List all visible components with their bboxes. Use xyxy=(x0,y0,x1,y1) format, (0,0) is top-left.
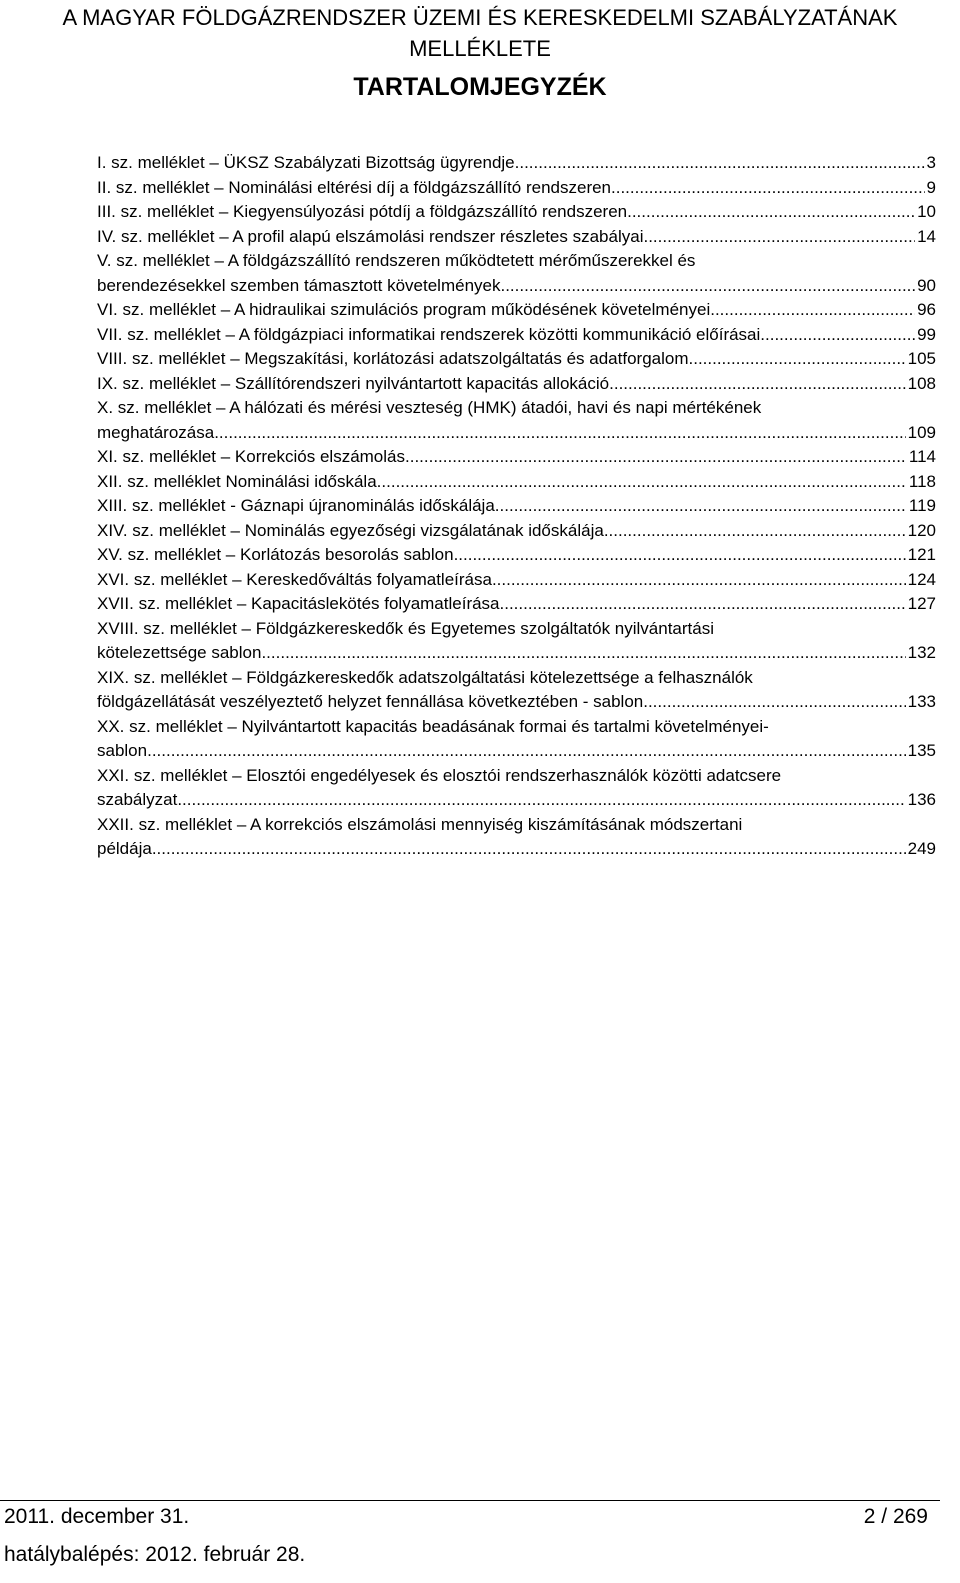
toc-entry[interactable] xyxy=(97,151,936,176)
toc-page-number: 96 xyxy=(917,300,936,319)
toc-entry-title: XIV. sz. melléklet – Nominálás egyezőségi vizsgálatának időskálája xyxy=(97,520,604,540)
toc-dot-leader xyxy=(214,421,905,446)
toc-entry-title: III. sz. melléklet – Kiegyensúlyozási pótdíj a földgázszállító rendszeren xyxy=(97,202,628,221)
toc-entry-title: kötelezettsége sablon xyxy=(97,643,262,662)
toc-entry-line xyxy=(97,151,936,176)
toc-entry-line xyxy=(97,445,936,470)
toc-entry-title-line: XXI. sz. melléklet – Elosztói engedélyesek és elosztói rendszerhasználók közötti adatcsere xyxy=(97,765,782,785)
toc-entry[interactable] xyxy=(97,323,936,348)
toc-entry-line xyxy=(97,641,936,666)
toc-entry-line xyxy=(97,298,936,323)
toc-page-number: 105 xyxy=(907,349,936,368)
toc-page-number: 121 xyxy=(907,545,936,564)
toc-dot-leader xyxy=(710,298,915,323)
toc-entry-line xyxy=(97,739,936,764)
toc-entry-title: XI. sz. melléklet – Korrekciós elszámolás xyxy=(97,447,405,466)
toc-page-number: 132 xyxy=(907,643,936,662)
table-of-contents xyxy=(97,151,936,862)
toc-dot-leader xyxy=(405,445,907,470)
toc-entry-title-line: V. sz. melléklet – A földgázszállító rendszeren működtetett mérőműszerekkel és xyxy=(97,251,696,270)
toc-entry-title: VI. sz. melléklet – A hidraulikai szimulációs program működésének követelményei xyxy=(97,300,711,319)
toc-dot-leader xyxy=(609,372,906,397)
toc-entry-title: II. sz. melléklet – Nominálási eltérési díj a földgázszállító rendszeren xyxy=(97,177,612,197)
toc-entry-line xyxy=(97,494,936,519)
toc-entry-line xyxy=(97,347,936,372)
toc-entry[interactable] xyxy=(97,617,936,666)
toc-entry-title: XVI. sz. melléklet – Kereskedőváltás folyamatleírása xyxy=(97,569,492,589)
toc-dot-leader xyxy=(611,176,925,201)
toc-entry-line xyxy=(97,274,936,299)
toc-entry-line xyxy=(97,176,936,201)
toc-dot-leader xyxy=(500,592,906,617)
footer-effective-date: hatálybalépés: 2012. február 28. xyxy=(4,1543,306,1566)
toc-dot-leader xyxy=(627,200,915,225)
toc-entry[interactable] xyxy=(97,519,936,544)
toc-page-number: 90 xyxy=(917,275,936,295)
toc-entry[interactable] xyxy=(97,225,936,250)
toc-entry[interactable] xyxy=(97,176,936,201)
toc-entry-title: szabályzat xyxy=(97,790,178,809)
toc-dot-leader xyxy=(492,568,906,593)
toc-entry-line xyxy=(97,592,936,617)
toc-entry-line xyxy=(97,323,936,348)
toc-entry-line xyxy=(97,543,936,568)
toc-entry-line xyxy=(97,568,936,593)
footer-date: 2011. december 31. xyxy=(4,1505,190,1528)
toc-entry[interactable] xyxy=(97,470,936,495)
toc-entry[interactable] xyxy=(97,813,936,862)
toc-entry-line xyxy=(97,372,936,397)
toc-entry[interactable] xyxy=(97,372,936,397)
toc-dot-leader xyxy=(261,641,905,666)
toc-dot-leader xyxy=(515,151,925,176)
toc-page-number: 114 xyxy=(908,447,936,466)
toc-dot-leader xyxy=(500,274,915,299)
toc-page-number: 120 xyxy=(907,520,936,540)
toc-entry[interactable] xyxy=(97,715,936,764)
toc-dot-leader xyxy=(643,225,915,250)
toc-entry-title: XV. sz. melléklet – Korlátozás besorolás sablon xyxy=(97,545,454,564)
toc-dot-leader xyxy=(147,739,906,764)
toc-entry[interactable] xyxy=(97,764,936,813)
toc-entry-title: példája xyxy=(97,839,152,858)
toc-entry-title: VIII. sz. melléklet – Megszakítási, korlátozási adatszolgáltatás és adatforgalom xyxy=(97,349,689,368)
toc-entry[interactable] xyxy=(97,568,936,593)
toc-page-number: 124 xyxy=(907,569,936,589)
toc-page-number: 135 xyxy=(907,741,936,760)
toc-entry-line xyxy=(97,225,936,250)
toc-dot-leader xyxy=(377,470,907,495)
document-header xyxy=(0,2,960,64)
toc-entry-title: XIII. sz. melléklet - Gáznapi újranominálás időskálája xyxy=(97,496,495,515)
toc-entry-line xyxy=(97,690,936,715)
toc-dot-leader xyxy=(177,788,905,813)
toc-page-number: 3 xyxy=(926,153,936,172)
toc-entry[interactable] xyxy=(97,445,936,470)
header-line-2: MELLÉKLETE xyxy=(409,36,551,61)
toc-page-number: 136 xyxy=(907,790,936,809)
toc-page-number: 9 xyxy=(926,177,936,197)
toc-entry-title: meghatározása xyxy=(97,422,215,442)
toc-entry[interactable] xyxy=(97,666,936,715)
toc-entry[interactable] xyxy=(97,298,936,323)
toc-entry[interactable] xyxy=(97,494,936,519)
toc-page-number: 10 xyxy=(917,202,936,221)
toc-page-number: 119 xyxy=(908,496,936,515)
toc-dot-leader xyxy=(495,494,907,519)
toc-dot-leader xyxy=(152,837,906,862)
toc-entry-title-line: X. sz. melléklet – A hálózati és mérési veszteség (HMK) átadói, havi és napi mértékének xyxy=(97,398,762,417)
toc-entry-line xyxy=(97,421,936,446)
toc-entry-title: földgázellátását veszélyeztető helyzet fennállása következtében - sablon xyxy=(97,692,644,711)
toc-entry-title-line: XX. sz. melléklet – Nyilvántartott kapacitás beadásának formai és tartalmi követelményei- xyxy=(97,716,769,736)
toc-entry[interactable] xyxy=(97,396,936,445)
toc-page-number: 118 xyxy=(908,471,936,491)
toc-page-number: 108 xyxy=(907,373,936,393)
toc-page-number: 127 xyxy=(907,594,936,613)
toc-entry[interactable] xyxy=(97,347,936,372)
toc-entry-line xyxy=(97,470,936,495)
toc-dot-leader xyxy=(454,543,906,568)
toc-entry[interactable] xyxy=(97,200,936,225)
footer-divider xyxy=(0,1500,940,1501)
toc-entry[interactable] xyxy=(97,249,936,298)
toc-entry-line xyxy=(97,519,936,544)
toc-entry-title: IX. sz. melléklet – Szállítórendszeri nyilvántartott kapacitás allokáció xyxy=(97,373,610,393)
toc-entry-line xyxy=(97,788,936,813)
toc-dot-leader xyxy=(689,347,906,372)
toc-page-number: 99 xyxy=(917,324,936,344)
toc-page-number: 14 xyxy=(917,226,936,246)
toc-entry[interactable] xyxy=(97,543,936,568)
toc-dot-leader xyxy=(604,519,906,544)
toc-entry-title-line: XVIII. sz. melléklet – Földgázkereskedők és Egyetemes szolgáltatók nyilvántartási xyxy=(97,618,715,638)
toc-entry-line xyxy=(97,200,936,225)
toc-entry-title: sablon xyxy=(97,741,148,760)
toc-entry-title-line: XIX. sz. melléklet – Földgázkereskedők adatszolgáltatási kötelezettsége a felhasználók xyxy=(97,667,753,687)
toc-entry-line xyxy=(97,837,936,862)
toc-dot-leader xyxy=(765,323,915,348)
toc-entry-title: XVII. sz. melléklet – Kapacitáslekötés folyamatleírása xyxy=(97,594,500,613)
page-title: TARTALOMJEGYZÉK xyxy=(353,73,607,101)
toc-page-number: 133 xyxy=(907,692,936,711)
toc-dot-leader xyxy=(643,690,905,715)
toc-entry-title: I. sz. melléklet – ÜKSZ Szabályzati Bizottság ügyrendje xyxy=(97,153,515,172)
toc-entry[interactable] xyxy=(97,592,936,617)
header-line-1: A MAGYAR FÖLDGÁZRENDSZER ÜZEMI ÉS KERESKEDELMI SZABÁLYZATÁNAK xyxy=(62,5,898,30)
toc-page-number: 109 xyxy=(907,422,936,442)
toc-page-number: 249 xyxy=(907,839,936,858)
toc-entry-title: berendezésekkel szemben támasztott követelmények xyxy=(97,275,501,295)
footer-page-number: 2 / 269 xyxy=(863,1505,928,1528)
toc-entry-title: IV. sz. melléklet – A profil alapú elszámolási rendszer részletes szabályai xyxy=(97,226,644,246)
toc-entry-title-line: XXII. sz. melléklet – A korrekciós elszámolási mennyiség kiszámításának módszertani xyxy=(97,814,743,834)
toc-entry-title: XII. sz. melléklet Nominálási időskála xyxy=(97,471,377,491)
toc-entry-title: VII. sz. melléklet – A földgázpiaci informatikai rendszerek közötti kommunikáció előírásai. xyxy=(97,324,766,344)
